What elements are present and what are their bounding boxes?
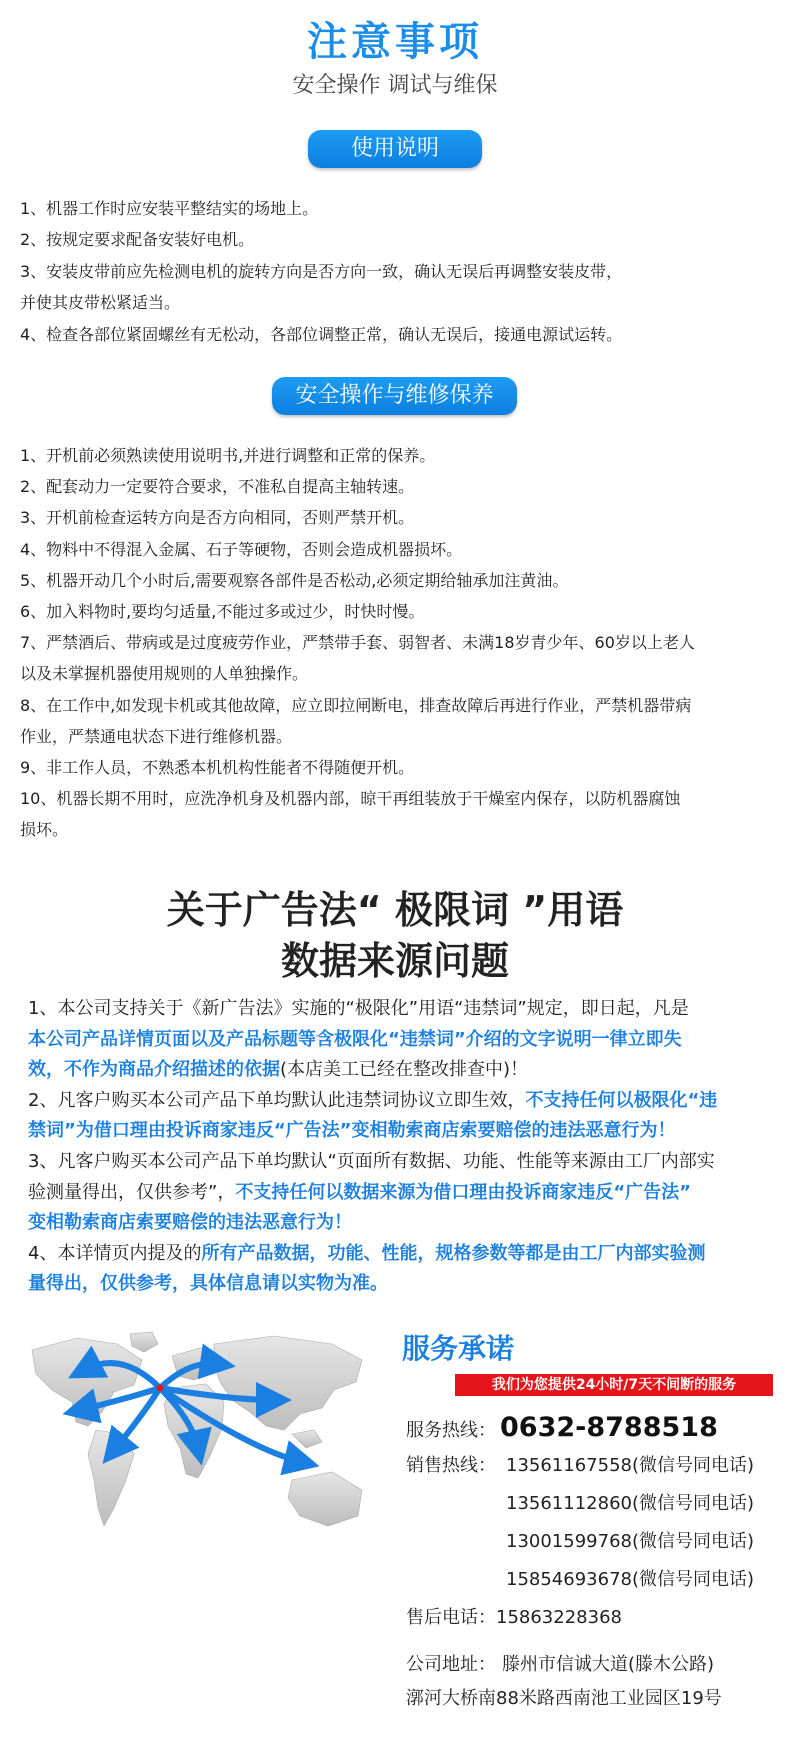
address-label: 公司地址： [406,1654,496,1675]
list-item: 验测量得出，仅供参考”，不支持任何以数据来源为借口理由投诉商家违反“广告法” [28,1181,691,1203]
list-item: 7、严禁酒后、带病或是过度疲劳作业，严禁带手套、弱智者、未满18岁青少年、60岁以上老人 [20,633,695,653]
list-item: 6、加入料物时,要均匀适量,不能过多或过少，时快时慢。 [20,602,425,622]
list-item: 变相勒索商店索要赔偿的违法恶意行为！ [28,1212,352,1234]
list-item: 并使其皮带松紧适当。 [20,293,181,313]
address-row [406,1650,714,1680]
list-item: 禁词”为借口理由投诉商家违反“广告法”变相勒索商店索要赔偿的违法恶意行为！ [28,1120,676,1142]
sales-number: 13561112860(微信号同电话) [506,1493,755,1514]
list-item: 4、物料中不得混入金属、石子等硬物，否则会造成机器损坏。 [20,539,463,559]
service-banner: 我们为您提供24小时/7天不间断的服务 [455,1374,773,1396]
list-item: 本公司产品详情页面以及产品标题等含极限化“违禁词”介绍的文字说明一律立即失 [28,1028,682,1050]
list-item: 1、本公司支持关于《新广告法》实施的“极限化”用语“违禁词”规定，即日起，凡是 [28,998,689,1019]
aftersales-label: 售后电话： [406,1607,496,1628]
list-item: 2、按规定要求配备安装好电机。 [20,230,255,250]
list-item: 损坏。 [20,820,69,840]
safety-list [20,440,760,846]
address-line2: 漷河大桥南88米路西南池工业园区19号 [406,1688,722,1709]
ad-law-list [28,994,768,1300]
aftersales-row [406,1603,622,1633]
page-subtitle: 安全操作 调试与维保 [292,73,498,98]
list-item: 量得出，仅供参考，具体信息请以实物为准。 [28,1273,388,1295]
list-item: 8、在工作中,如发现卡机或其他故障，应立即拉闸断电，排查故障后再进行作业，严禁机器带病 [20,695,692,715]
list-item: 1、开机前必须熟读使用说明书,并进行调整和正常的保养。 [20,446,436,465]
safety-section-label: 安全操作与维修保养 [272,377,517,415]
ad-law-title-line2: 数据来源问题 [280,939,509,983]
list-item: 2、配套动力一定要符合要求，不准私自提高主轴转速。 [20,477,415,497]
address-line1: 滕州市信诚大道(滕木公路) [502,1654,715,1675]
list-item: 3、开机前检查运转方向是否方向相同，否则严禁开机。 [20,508,415,528]
sales-number: 15854693678(微信号同电话) [506,1569,755,1590]
aftersales-number: 15863228368 [496,1607,622,1628]
list-item: 2、凡客户购买本公司产品下单均默认此违禁词协议立即生效，不支持任何以极限化“违 [28,1089,718,1111]
list-item: 4、检查各部位紧固螺丝有无松动，各部位调整正常，确认无误后，接通电源试运转。 [20,324,623,344]
ad-law-title-line1: 关于广告法“ 极限词 ”用语 [166,888,624,932]
world-map-icon [22,1330,390,1560]
page-title: 注意事项 [307,19,483,65]
usage-section-label: 使用说明 [308,130,482,168]
list-item: 以及未掌握机器使用规则的人单独操作。 [20,664,309,684]
list-item: 9、非工作人员，不熟悉本机机构性能者不得随便开机。 [20,758,415,778]
list-item: 3、安装皮带前应先检测电机的旋转方向是否方向一致，确认无误后再调整安装皮带， [20,261,623,281]
list-item: 1、机器工作时应安装平整结实的场地上。 [20,199,319,218]
sales-label: 销售热线： [406,1455,496,1476]
usage-list [20,193,760,350]
sales-number: 13561167558(微信号同电话) [506,1455,755,1476]
list-item: 作业，严禁通电状态下进行维修机器。 [20,726,293,746]
list-item: 效，不作为商品介绍描述的依据(本店美工已经在整改排查中)！ [28,1059,529,1081]
sales-number: 13001599768(微信号同电话) [506,1531,755,1552]
service-hotline-row [406,1408,718,1448]
list-item: 4、本详情页内提及的所有产品数据，功能、性能，规格参数等都是由工厂内部实验测 [28,1242,706,1264]
service-title: 服务承诺 [402,1332,515,1365]
hotline-label: 服务热线： [406,1420,496,1441]
hotline-number: 0632-8788518 [500,1412,718,1443]
list-item: 3、凡客户购买本公司产品下单均默认“页面所有数据、功能、性能等来源由工厂内部实 [28,1150,715,1172]
list-item: 5、机器开动几个小时后,需要观察各部件是否松动,必须定期给轴承加注黄油。 [20,570,569,590]
list-item: 10、机器长期不用时，应洗净机身及机器内部，晾干再组装放于干燥室内保存，以防机器腐蚀 [20,789,681,809]
